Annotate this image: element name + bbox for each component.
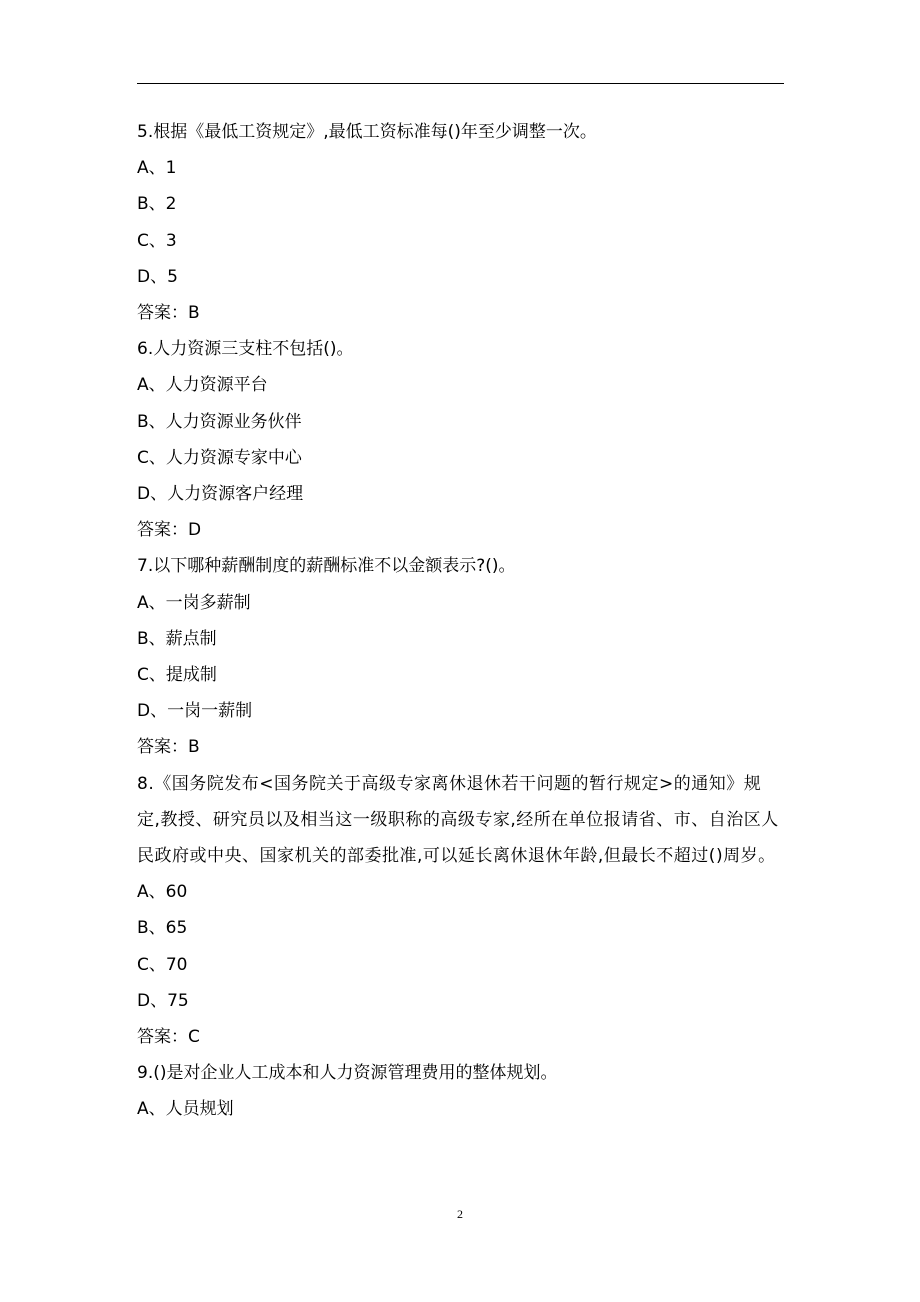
question-6-option-b: B、人力资源业务伙伴 bbox=[137, 411, 302, 432]
question-5-option-a: A、1 bbox=[137, 158, 177, 179]
question-6-option-c: C、人力资源专家中心 bbox=[137, 447, 302, 468]
question-8-answer: 答案：C bbox=[137, 1027, 200, 1048]
question-8-option-b: B、65 bbox=[137, 918, 188, 939]
question-7-option-c: C、提成制 bbox=[137, 665, 217, 686]
question-9-stem: 9.()是对企业人工成本和人力资源管理费用的整体规划。 bbox=[137, 1063, 558, 1084]
question-8-option-a: A、60 bbox=[137, 882, 188, 903]
question-5-answer: 答案：B bbox=[137, 303, 200, 324]
question-5-option-b: B、2 bbox=[137, 194, 177, 215]
question-8-option-c: C、70 bbox=[137, 954, 188, 975]
question-7-stem: 7.以下哪种薪酬制度的薪酬标准不以金额表示?()。 bbox=[137, 556, 516, 577]
question-8-stem: 8.《国务院发布<国务院关于高级专家离休退休若干问题的暂行规定>的通知》规定,教授、研究员以及相当这一级职称的高级专家,经所在单位报请省、市、自治区人民政府或中央、国家机关的部委批准,可以延长离休退休年龄,但最长不超过()周岁。 bbox=[137, 773, 779, 867]
question-5-option-c: C、3 bbox=[137, 230, 177, 251]
question-8-option-d: D、75 bbox=[137, 990, 189, 1011]
question-5-stem: 5.根据《最低工资规定》,最低工资标准每()年至少调整一次。 bbox=[137, 122, 597, 142]
question-6-option-a: A、人力资源平台 bbox=[137, 375, 268, 396]
page-number: 2 bbox=[457, 1207, 463, 1221]
question-list bbox=[137, 114, 784, 1128]
question-6-answer: 答案：D bbox=[137, 520, 202, 541]
question-6-option-d: D、人力资源客户经理 bbox=[137, 484, 304, 505]
question-5-option-d: D、5 bbox=[137, 266, 178, 287]
question-7-option-d: D、一岗一薪制 bbox=[137, 701, 253, 722]
question-7-option-b: B、薪点制 bbox=[137, 628, 217, 649]
question-6-stem: 6.人力资源三支柱不包括()。 bbox=[137, 339, 354, 360]
question-9-option-a: A、人员规划 bbox=[137, 1099, 234, 1120]
question-7-option-a: A、一岗多薪制 bbox=[137, 592, 251, 613]
header-rule bbox=[137, 83, 784, 84]
question-7-answer: 答案：B bbox=[137, 737, 200, 758]
